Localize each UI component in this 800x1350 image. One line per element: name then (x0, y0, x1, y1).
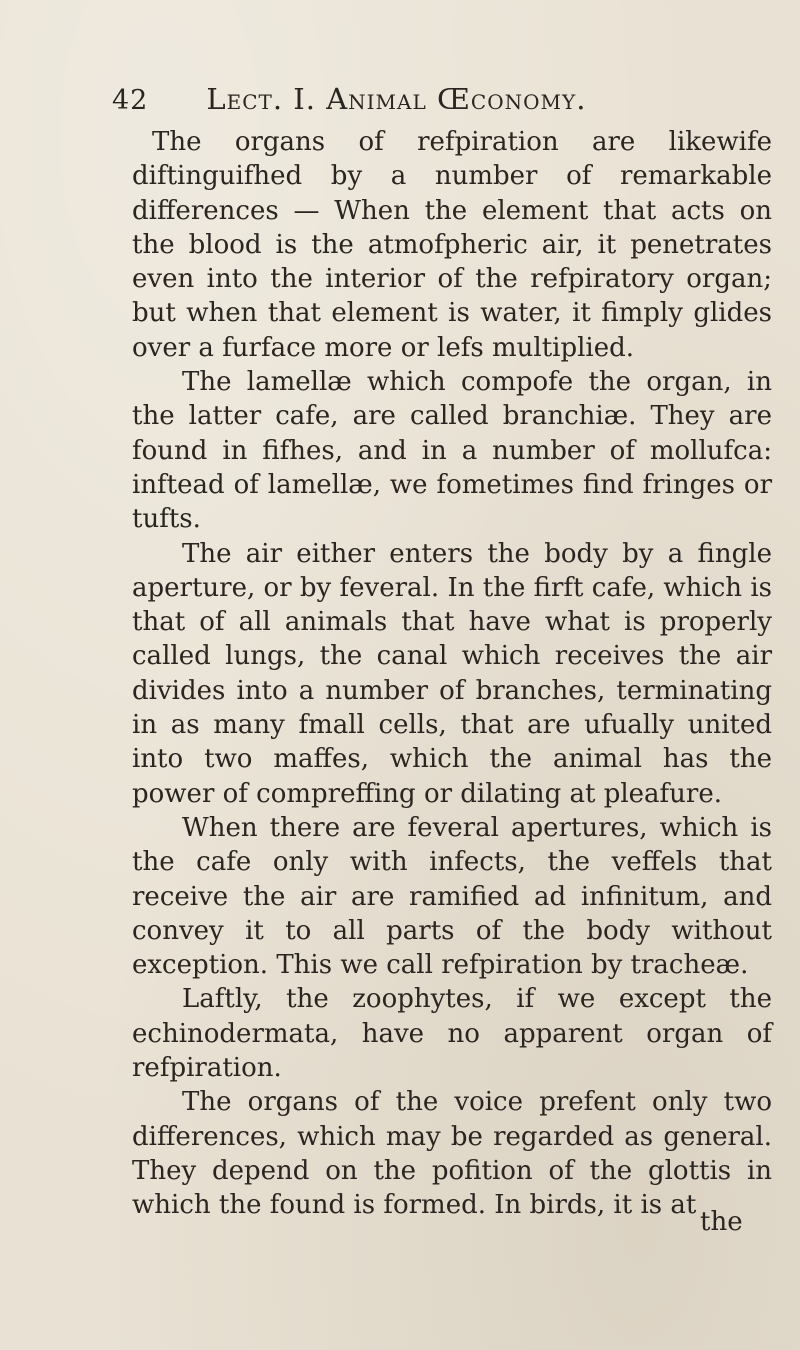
paragraph: When there are feveral apertures, which is the cafe only with infects, the veffels that receive the air are ramified ad infinitum, and convey it to all parts of the body without exception. This we call refpiration by tracheæ. (132, 812, 772, 981)
paragraph: The lamellæ which compofe the organ, in the latter cafe, are called branchiæ. They are found in fifhes, and in a number of mollufca: inftead of lamellæ, we fometimes find fringes or tufts. (132, 367, 772, 535)
catchword: the (700, 1207, 743, 1237)
page-number: 42 (112, 85, 149, 116)
paragraph: The organs of refpiration are likewife diftinguifhed by a number of remarkable differences — When the element that acts on the blood is the atmofpheric air, it penetrates even into the interior of the refpiratory organ; but when that element is water, it fimply glides over a furface more or lefs multiplied. (132, 127, 772, 363)
paragraph: The organs of the voice prefent only two differences, which may be regarded as general. They depend on the pofition of the glottis in which the found is formed. In birds, it is at (132, 1087, 772, 1221)
running-head-title: Lect. I. Animal Œconomy. (206, 82, 587, 116)
body-text (132, 125, 772, 1223)
running-head (112, 82, 586, 122)
paragraph: Laftly, the zoophytes, if we except the echinodermata, have no apparent organ of refpiration. (132, 984, 772, 1084)
paragraph: The air either enters the body by a fingle aperture, or by feveral. In the firft cafe, which is that of all animals that have what is properly called lungs, the canal which receives the air divides into a number of branches, terminating in as many fmall cells, that are ufually united into two maffes, which the animal has the power of compreffing or dilating at pleafure. (132, 538, 772, 809)
